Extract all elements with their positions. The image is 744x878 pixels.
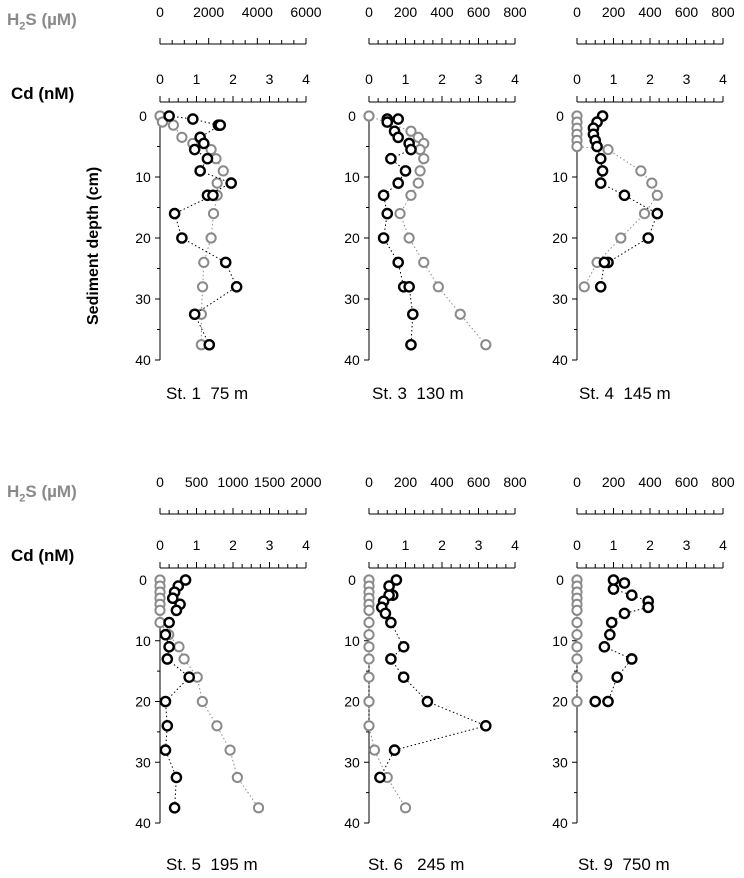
cd-data-point [232,282,241,291]
h2s-data-point [572,642,581,651]
h2s-tick-label: 200 [601,474,626,490]
cd-data-point [375,773,384,782]
h2s-data-point [414,179,423,188]
h2s-profile-line [369,116,486,345]
cd-tick-label: 0 [365,71,373,87]
h2s-data-point [647,179,656,188]
depth-tick-label: 30 [344,754,360,771]
h2s-tick-label: 6000 [290,4,322,20]
h2s-data-point [199,258,208,267]
station-label-9: St. 9 750 m [578,855,670,874]
cd-data-point [379,191,388,200]
cd-data-point [399,673,408,682]
station-label-5: St. 5 195 m [166,855,258,874]
cd-data-point [406,145,415,154]
cd-data-point [592,142,601,151]
h2s-data-point [225,746,234,755]
h2s-data-point [636,166,645,175]
cd-data-point [185,673,194,682]
h2s-data-point [572,697,581,706]
h2s-data-point [416,166,425,175]
cd-axis-label-bottom: Cd (nM) [11,546,75,565]
cd-tick-label: 2 [646,71,654,87]
cd-data-point [161,746,170,755]
depth-tick-label: 0 [348,108,356,124]
h2s-data-point [364,111,373,120]
depth-tick-label: 10 [344,169,360,185]
h2s-data-point [653,191,662,200]
cd-data-point [381,609,390,618]
h2s-tick-label: 0 [156,474,164,490]
cd-data-point [394,179,403,188]
cd-data-point [596,154,605,163]
cd-tick-label: 3 [474,537,483,553]
h2s-tick-label: 400 [430,474,454,490]
h2s-tick-label: 400 [638,4,662,20]
cd-tick-label: 4 [302,537,310,553]
h2s-data-point [177,133,186,142]
h2s-tick-label: 2000 [290,474,322,490]
cd-data-point [227,179,236,188]
cd-data-point [596,179,605,188]
h2s-data-point [395,209,404,218]
h2s-tick-label: 500 [184,474,209,490]
cd-data-point [596,282,605,291]
h2s-tick-label: 800 [711,474,735,490]
cd-data-point [165,618,174,627]
cd-data-point [644,603,653,612]
cd-data-point [161,697,170,706]
cd-tick-label: 3 [265,537,274,553]
depth-tick-label: 10 [552,632,568,649]
cd-data-point [188,114,197,123]
h2s-data-point [572,618,581,627]
cd-tick-label: 4 [302,71,310,87]
h2s-data-point [364,721,373,730]
station-label-6: St. 6 245 m [368,855,465,874]
h2s-data-point [434,282,443,291]
h2s-data-point [406,191,415,200]
h2s-data-point [419,258,428,267]
cd-data-point [406,340,415,349]
h2s-label-prefix: H [7,482,20,501]
h2s-tick-label: 800 [503,474,527,490]
depth-tick-label: 30 [135,291,151,307]
h2s-tick-label: 600 [466,4,491,20]
cd-data-point [190,145,199,154]
h2s-tick-label: 0 [573,4,581,20]
cd-data-point [401,166,410,175]
h2s-data-point [169,121,178,130]
h2s-tick-label: 800 [503,4,527,20]
h2s-data-point [572,673,581,682]
h2s-tick-label: 0 [365,4,373,20]
cd-tick-label: 2 [646,537,654,553]
h2s-data-point [364,606,373,615]
cd-data-point [177,233,186,242]
h2s-tick-label: 600 [674,4,699,20]
h2s-tick-label: 0 [156,4,164,20]
cd-data-point [399,642,408,651]
depth-tick-label: 40 [135,815,151,831]
cd-tick-label: 0 [573,71,581,87]
h2s-data-point [179,654,188,663]
h2s-tick-label: 1500 [253,474,286,490]
cd-data-point [172,773,181,782]
depth-tick-label: 20 [344,693,360,710]
cd-data-point [386,154,395,163]
cd-data-point [190,310,199,319]
cd-tick-label: 1 [192,537,201,553]
station-label-1: St. 1 75 m [166,384,249,403]
h2s-data-point [572,630,581,639]
station-label-3: St. 3 130 m [372,384,464,403]
h2s-tick-label: 2000 [193,4,225,20]
cd-data-point [383,118,392,127]
cd-data-point [627,591,636,600]
depth-tick-label: 40 [344,815,360,831]
cd-data-point [203,154,212,163]
depth-tick-label: 10 [344,632,360,649]
h2s-data-point [209,209,218,218]
cd-tick-label: 3 [682,71,691,87]
cd-data-point [205,340,214,349]
cd-tick-label: 1 [609,71,618,87]
h2s-data-point [198,282,207,291]
cd-data-point [390,746,399,755]
h2s-tick-label: 1000 [217,474,249,490]
h2s-tick-label: 200 [393,4,418,20]
cd-data-point [408,310,417,319]
cd-tick-label: 2 [229,537,237,553]
h2s-data-point [419,154,428,163]
cd-data-point [379,233,388,242]
depth-axis-label: Sediment depth (cm) [85,166,102,325]
h2s-data-point [212,721,221,730]
cd-tick-label: 0 [156,537,164,553]
h2s-tick-label: 0 [573,474,581,490]
h2s-data-point [364,642,373,651]
h2s-data-point [616,233,625,242]
cd-tick-label: 0 [365,537,373,553]
h2s-tick-label: 200 [393,474,418,490]
depth-tick-label: 30 [135,754,151,771]
h2s-data-point [198,697,207,706]
cd-data-point [163,654,172,663]
cd-tick-label: 0 [573,537,581,553]
cd-data-point [620,191,629,200]
cd-data-point [600,642,609,651]
cd-data-point [607,618,616,627]
station-label-4: St. 4 145 m [579,384,671,403]
cd-tick-label: 1 [609,537,618,553]
h2s-data-point [364,630,373,639]
cd-data-point [605,630,614,639]
cd-tick-label: 2 [229,71,237,87]
h2s-label-suffix: S (µM) [25,482,77,501]
cd-data-point [386,618,395,627]
depth-tick-label: 20 [552,230,568,246]
h2s-label-subscript: 2 [19,492,26,505]
depth-tick-label: 30 [552,754,568,771]
depth-tick-label: 40 [344,352,360,368]
cd-data-point [170,803,179,812]
h2s-tick-label: 600 [674,474,699,490]
h2s-data-point [364,697,373,706]
h2s-data-point [481,340,490,349]
cd-data-point [216,121,225,130]
h2s-data-point [572,654,581,663]
cd-data-point [609,585,618,594]
cd-data-point [199,139,208,148]
cd-tick-label: 2 [438,71,446,87]
cd-data-point [383,209,392,218]
h2s-tick-label: 0 [365,474,373,490]
h2s-data-point [580,282,589,291]
h2s-data-point [155,618,164,627]
cd-data-point [386,654,395,663]
h2s-label-suffix: S (µM) [25,10,77,29]
cd-data-point [591,697,600,706]
h2s-data-point [401,803,410,812]
cd-tick-label: 4 [719,71,727,87]
cd-data-point [196,166,205,175]
h2s-tick-label: 800 [711,4,735,20]
h2s-tick-label: 4000 [241,4,273,20]
depth-tick-label: 30 [344,291,360,307]
cd-data-point [653,209,662,218]
depth-tick-label: 0 [139,572,147,588]
depth-tick-label: 20 [344,230,360,246]
h2s-data-point [364,673,373,682]
cd-data-point [613,673,622,682]
cd-data-point [394,114,403,123]
cd-data-point [481,721,490,730]
cd-data-point [405,282,414,291]
h2s-data-point [456,310,465,319]
depth-tick-label: 20 [552,693,568,710]
cd-data-point [620,609,629,618]
cd-data-point [170,209,179,218]
depth-tick-label: 10 [552,169,568,185]
cd-data-point [600,258,609,267]
h2s-data-point [640,209,649,218]
h2s-data-point [405,233,414,242]
cd-tick-label: 1 [401,537,410,553]
h2s-data-point [416,145,425,154]
cd-tick-label: 0 [156,71,164,87]
h2s-data-point [370,746,379,755]
depth-tick-label: 0 [139,108,147,124]
cd-tick-label: 3 [682,537,691,553]
cd-tick-label: 2 [438,537,446,553]
h2s-data-point [174,642,183,651]
cd-data-point [620,578,629,587]
cd-profile-line [595,580,648,702]
cd-data-point [609,575,618,584]
cd-data-point [172,606,181,615]
cd-data-point [384,581,393,590]
h2s-data-point [364,618,373,627]
depth-tick-label: 40 [552,815,568,831]
depth-tick-label: 40 [135,352,151,368]
h2s-data-point [155,606,164,615]
cd-tick-label: 4 [511,71,519,87]
h2s-label-prefix: H [7,10,20,29]
h2s-data-point [233,773,242,782]
depth-tick-label: 40 [552,352,568,368]
cd-tick-label: 1 [192,71,201,87]
h2s-data-point [219,166,228,175]
cd-data-point [221,258,230,267]
cd-data-point [394,258,403,267]
h2s-data-point [603,145,612,154]
cd-data-point [161,630,170,639]
depth-tick-label: 10 [135,632,151,649]
depth-tick-label: 0 [556,572,564,588]
h2s-data-point [213,179,222,188]
h2s-tick-label: 600 [466,474,491,490]
h2s-label-subscript: 2 [19,20,26,33]
h2s-data-point [572,606,581,615]
h2s-tick-label: 200 [601,4,626,20]
h2s-tick-label: 400 [430,4,454,20]
depth-tick-label: 30 [552,291,568,307]
h2s-data-point [207,233,216,242]
h2s-tick-label: 400 [638,474,662,490]
cd-data-point [165,111,174,120]
cd-tick-label: 1 [401,71,410,87]
cd-tick-label: 4 [511,537,519,553]
cd-axis-label-top: Cd (nM) [11,84,75,103]
depth-tick-label: 20 [135,230,151,246]
cd-data-point [627,654,636,663]
cd-data-point [208,191,217,200]
depth-tick-label: 0 [348,572,356,588]
cd-data-point [165,642,174,651]
cd-data-point [394,133,403,142]
h2s-data-point [572,142,581,151]
depth-tick-label: 0 [556,108,564,124]
depth-tick-label: 20 [135,693,151,710]
h2s-data-point [364,654,373,663]
cd-tick-label: 3 [474,71,483,87]
cd-data-point [644,233,653,242]
cd-data-point [423,697,432,706]
h2s-profile-line [577,116,657,287]
cd-data-point [603,697,612,706]
depth-tick-label: 10 [135,169,151,185]
cd-data-point [598,166,607,175]
cd-data-point [163,721,172,730]
cd-tick-label: 4 [719,537,727,553]
cd-tick-label: 3 [265,71,274,87]
h2s-data-point [254,803,263,812]
